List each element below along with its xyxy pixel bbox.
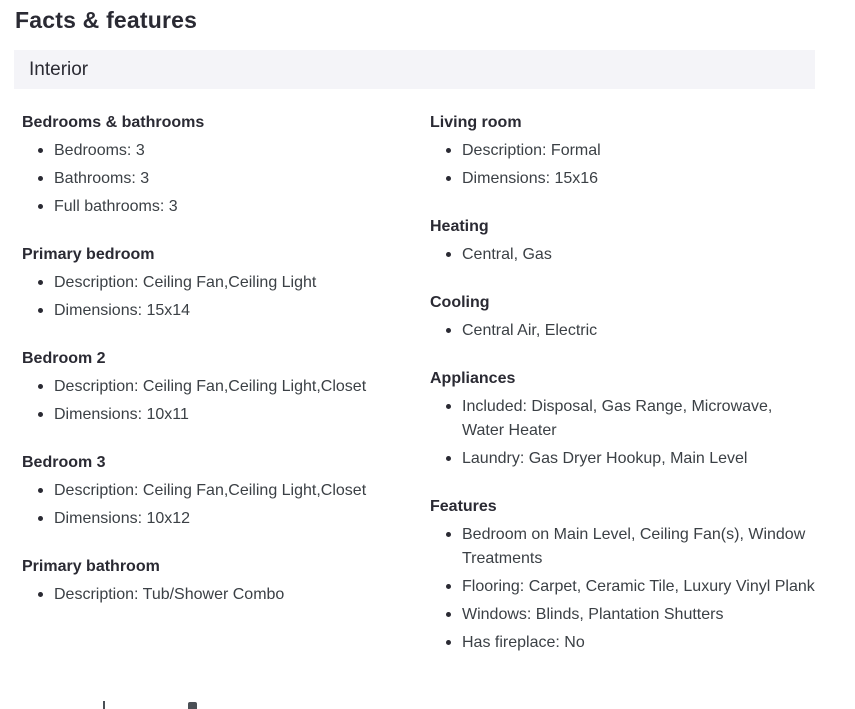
facts-item-text: Description: Formal [462, 142, 601, 159]
facts-item-text: Full bathrooms: 3 [54, 198, 178, 215]
facts-list-item [430, 631, 815, 655]
clipped-text-fragment [188, 702, 197, 709]
bullet-icon [38, 308, 43, 313]
facts-list [430, 523, 815, 655]
page-title: Facts & features [15, 7, 198, 33]
facts-item-text: Bedroom on Main Level, Ceiling Fan(s), Window Treatments [462, 526, 806, 567]
bullet-icon [38, 176, 43, 181]
facts-item-text: Central Air, Electric [462, 322, 598, 339]
bullet-icon [38, 592, 43, 597]
bullet-icon [446, 456, 451, 461]
facts-columns [0, 113, 855, 681]
facts-list-item [430, 523, 815, 571]
facts-item-text: Description: Ceiling Fan,Ceiling Light [54, 274, 317, 291]
bullet-icon [446, 532, 451, 537]
facts-list-item [430, 575, 815, 599]
facts-item-text: Central, Gas [462, 246, 552, 263]
bullet-icon [38, 516, 43, 521]
facts-item-text: Description: Ceiling Fan,Ceiling Light,Closet [54, 378, 367, 395]
facts-list [430, 319, 815, 343]
facts-group-heading: Heating [430, 218, 489, 235]
facts-group [22, 113, 415, 219]
facts-group-heading: Primary bathroom [22, 558, 160, 575]
facts-item-text: Description: Ceiling Fan,Ceiling Light,Closet [54, 482, 367, 499]
bullet-icon [446, 612, 451, 617]
bullet-icon [446, 404, 451, 409]
facts-list-item [430, 243, 815, 267]
facts-item-text: Windows: Blinds, Plantation Shutters [462, 606, 724, 623]
facts-list [22, 479, 415, 531]
bullet-icon [38, 412, 43, 417]
facts-group [22, 349, 415, 427]
facts-list-item [430, 167, 815, 191]
bullet-icon [38, 488, 43, 493]
bullet-icon [446, 148, 451, 153]
facts-group-heading: Living room [430, 114, 522, 131]
bullet-icon [446, 328, 451, 333]
facts-item-text: Bathrooms: 3 [54, 170, 150, 187]
facts-item-text: Dimensions: 10x11 [54, 406, 189, 423]
facts-list-item [22, 167, 415, 191]
facts-list-item [22, 271, 415, 295]
facts-group [430, 113, 815, 191]
bullet-icon [446, 252, 451, 257]
bullet-icon [38, 384, 43, 389]
facts-list-item [22, 403, 415, 427]
facts-item-text: Dimensions: 10x12 [54, 510, 191, 527]
facts-group-heading: Bedroom 3 [22, 454, 106, 471]
facts-item-text: Bedrooms: 3 [54, 142, 145, 159]
facts-group [22, 453, 415, 531]
facts-group [430, 497, 815, 655]
bullet-icon [446, 176, 451, 181]
bullet-icon [38, 204, 43, 209]
facts-group-heading: Bedroom 2 [22, 350, 106, 367]
facts-list-item [430, 447, 815, 471]
facts-list-item [430, 603, 815, 627]
facts-list-item [22, 479, 415, 503]
facts-group [430, 293, 815, 343]
facts-left-column [22, 113, 415, 681]
facts-list [22, 375, 415, 427]
facts-item-text: Dimensions: 15x16 [462, 170, 599, 187]
facts-group-heading: Bedrooms & bathrooms [22, 114, 205, 131]
facts-list [22, 583, 415, 607]
bullet-icon [38, 280, 43, 285]
facts-list-item [430, 139, 815, 163]
facts-list-item [22, 195, 415, 219]
facts-group-heading: Primary bedroom [22, 246, 155, 263]
facts-item-text: Laundry: Gas Dryer Hookup, Main Level [462, 450, 748, 467]
facts-group-heading: Cooling [430, 294, 490, 311]
facts-group [430, 369, 815, 471]
facts-list-item [22, 139, 415, 163]
facts-item-text: Included: Disposal, Gas Range, Microwave, Water Heater [462, 398, 773, 439]
facts-list-item [430, 395, 815, 443]
bullet-icon [446, 640, 451, 645]
interior-section-header [14, 50, 815, 89]
facts-list [430, 395, 815, 471]
facts-list-item [22, 299, 415, 323]
facts-group [22, 245, 415, 323]
facts-group-heading: Appliances [430, 370, 516, 387]
facts-item-text: Has fireplace: No [462, 634, 585, 651]
facts-item-text: Flooring: Carpet, Ceramic Tile, Luxury Vinyl Plank [462, 578, 815, 595]
facts-group [22, 557, 415, 607]
bullet-icon [38, 148, 43, 153]
facts-list-item [22, 375, 415, 399]
facts-list-item [22, 583, 415, 607]
interior-section-label: Interior [29, 59, 89, 80]
facts-list-item [22, 507, 415, 531]
facts-item-text: Dimensions: 15x14 [54, 302, 191, 319]
facts-list [430, 139, 815, 191]
facts-list [22, 271, 415, 323]
facts-list [22, 139, 415, 219]
facts-item-text: Description: Tub/Shower Combo [54, 586, 285, 603]
facts-group [430, 217, 815, 267]
bullet-icon [446, 584, 451, 589]
facts-list [430, 243, 815, 267]
clipped-text-fragment [103, 701, 105, 709]
facts-list-item [430, 319, 815, 343]
facts-group-heading: Features [430, 498, 497, 515]
facts-right-column [430, 113, 815, 681]
